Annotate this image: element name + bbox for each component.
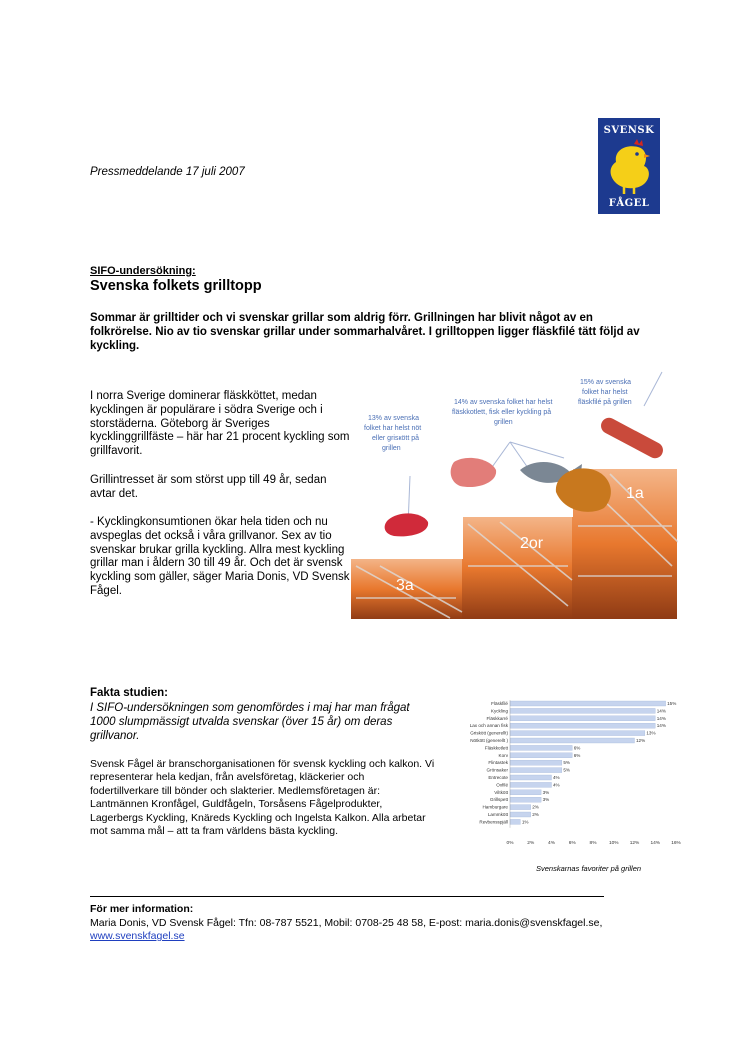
chart-value-label: 6% [573, 745, 581, 751]
chart-value-label: 4% [553, 775, 560, 780]
chart-bar [510, 790, 541, 795]
chart-bar [510, 805, 531, 810]
chart-bar [510, 723, 655, 728]
caption-3a-line-3: eller grisкött på [372, 435, 420, 442]
pork-chop-icon [451, 458, 497, 487]
chart-value-label: 3% [542, 797, 550, 803]
caption-1a-line-2: folket har helst [582, 389, 628, 396]
sausage-icon [598, 415, 666, 461]
chart-category-label: Lammkött [487, 812, 508, 817]
chart-x-tick-label: 2% [527, 840, 535, 846]
chart-category-label: Entrecote [488, 775, 508, 780]
caption-2or-line-2: fläskkotlett, fisk eller kyckling på [452, 409, 552, 416]
body-paragraph-1: I norra Sverige dominerar fläskköttet, medan kycklingen är populärare i södra Sverige och i storstäderna. Göteborg är Sveriges kycklinggrillfäste – här har 21 procent kyckling som grillfavorit. [90, 390, 350, 458]
chart-value-label: 1% [521, 819, 529, 825]
fakta-text: I SIFO-undersökningen som genomfördes i maj har man frågat 1000 slumpmässigt utvalda svenskar (över 15 år) om deras grillvanor. [90, 702, 410, 742]
divider-line [90, 896, 604, 897]
chart-bar [510, 701, 666, 706]
caption-3a-line-4: grillen [382, 445, 401, 452]
chart-bar [510, 782, 552, 787]
chart-value-label: 2% [532, 812, 539, 817]
chart-value-label: 14% [656, 723, 666, 729]
chart-category-label: Viltkött [494, 789, 508, 795]
contact-heading: För mer information: [90, 903, 194, 915]
chart-caption: Svenskarnas favoriter på grillen [536, 864, 642, 873]
headline: Svenska folkets grilltopp [90, 278, 262, 294]
chart-category-label: Oxfilé [496, 782, 508, 788]
kicker: SIFO-undersökning: [90, 265, 196, 277]
body-paragraph-2: Grillintresset är som störst upp till 49 år, sedan avtar det. [90, 474, 327, 500]
chart-value-label: 5% [563, 760, 571, 766]
chart-value-label: 14% [656, 715, 666, 721]
chart-bar [510, 768, 562, 773]
contact-line: Maria Donis, VD Svensk Fågel: Tfn: 08-787 5521, Mobil: 0708-25 48 58, E-post: maria.donis@svenskfagel.se, [90, 917, 603, 929]
fakta-heading: Fakta studien: [90, 687, 168, 699]
chart-x-tick-label: 4% [548, 840, 555, 846]
place-1-label: 1a [626, 485, 644, 502]
place-3-label: 3a [396, 577, 414, 594]
steak-icon [385, 513, 429, 536]
chart-bar [510, 716, 655, 721]
chart-x-tick-label: 16% [671, 840, 681, 846]
chart-value-label: 6% [573, 752, 581, 758]
chart-bar [510, 738, 635, 743]
caption-2or-line-3: grillen [494, 419, 513, 426]
chart-category-label: Fläskfilé [491, 701, 508, 706]
chart-bar [510, 797, 541, 802]
caption-3a-line-2: folket har helst nöt [364, 425, 422, 432]
chart-value-label: 2% [532, 804, 539, 810]
chart-x-tick-label: 10% [608, 840, 619, 846]
chicken-icon [604, 138, 654, 196]
chart-value-label: 5% [563, 767, 571, 773]
chart-bar [510, 753, 572, 758]
chart-x-tick-label: 12% [629, 840, 640, 846]
chart-category-label: Fläskkarré [486, 715, 508, 721]
chart-x-tick-label: 6% [568, 840, 576, 846]
favorites-bar-chart [446, 696, 686, 856]
chart-category-label: Grönsaker [486, 767, 508, 773]
chart-category-label: Grillspett [489, 797, 508, 803]
body-paragraph-3: - Kycklingkonsumtionen ökar hela tiden och nu avspeglas det också i våra grillvanor. Sex av tio svenskar brukar grilla kyckling. Allra mest kyckling grillar man i åldern 30 till 49 år. Och det är svensk kyckling som gäller, säger Maria Donis, VD Svensk Fågel. [90, 516, 350, 597]
chart-value-label: 13% [646, 730, 656, 736]
chart-category-label: Flintastek [488, 760, 508, 766]
chart-bar [510, 745, 572, 750]
chart-value-label: 4% [553, 782, 560, 788]
logo-bottom-text: FÅGEL [608, 198, 650, 209]
lead-paragraph: Sommar är grilltider och vi svenskar grillar som aldrig förr. Grillningen har blivit något av en folkrörelse. Nio av tio svenskar grillar under sommarhalvåret. I grilltoppen ligger fläskfilé tätt följd av kyckling. [90, 312, 640, 352]
chart-category-label: Lax och annan fisk [469, 723, 508, 729]
svensk-fagel-logo [598, 118, 660, 214]
chart-bar [510, 708, 655, 713]
chart-bar [510, 731, 645, 736]
chart-bar [510, 760, 562, 765]
caption-1a-line-3: fläskfilé på grillen [578, 399, 632, 406]
place-2-label: 2or [520, 535, 544, 552]
chart-category-label: Korv [498, 752, 508, 758]
chart-category-label: Hamburgare [482, 804, 508, 810]
chart-x-tick-label: 0% [506, 840, 514, 846]
chart-category-label: Kyckling [490, 708, 508, 714]
chart-category-label: Fläskkotlett [484, 745, 508, 751]
chart-bar [510, 819, 520, 824]
chart-bar [510, 775, 552, 780]
contact-details [90, 917, 680, 943]
chart-category-label: Revbensspjäll [479, 819, 508, 825]
chart-x-tick-label: 14% [650, 840, 661, 846]
chart-value-label: 15% [667, 701, 677, 706]
caption-1a-line-1: 15% av svenska [580, 379, 631, 386]
chart-x-tick-label: 8% [589, 840, 597, 846]
chart-value-label: 3% [542, 789, 550, 795]
organisation-paragraph: Svensk Fågel är branschorganisationen för svensk kyckling och kalkon. Vi representerar hela kedjan, från avelsföretag, kläckerier och fodertillverkare till bönder och slakterier. Medlemsföretagen är: Lantmännen Kronfågel, Guldfågeln, Torsåsens Fågelprodukter, Lagerbergs Kyckling, Knäreds Kyckling och Ingelsta Kalkon. Alla arbetar mot samma mål – att ta fram världens bästa kyckling. [90, 758, 435, 838]
grill-podium-illustration [350, 366, 678, 620]
chart-category-label: Griskött (generellt) [470, 730, 508, 736]
website-link[interactable]: www.svenskfagel.se [90, 930, 185, 942]
caption-2or-line-1: 14% av svenska folket har helst [454, 399, 553, 406]
press-date: Pressmeddelande 17 juli 2007 [90, 166, 245, 178]
caption-3a-line-1: 13% av svenska [368, 415, 419, 422]
chart-value-label: 12% [636, 738, 646, 743]
logo-top-text: SVENSK [603, 125, 655, 136]
chart-value-label: 14% [656, 708, 666, 714]
chart-bar [510, 812, 531, 817]
chart-category-label: Nötkött (generellt ) [470, 738, 508, 743]
roast-chicken-icon [556, 468, 611, 511]
